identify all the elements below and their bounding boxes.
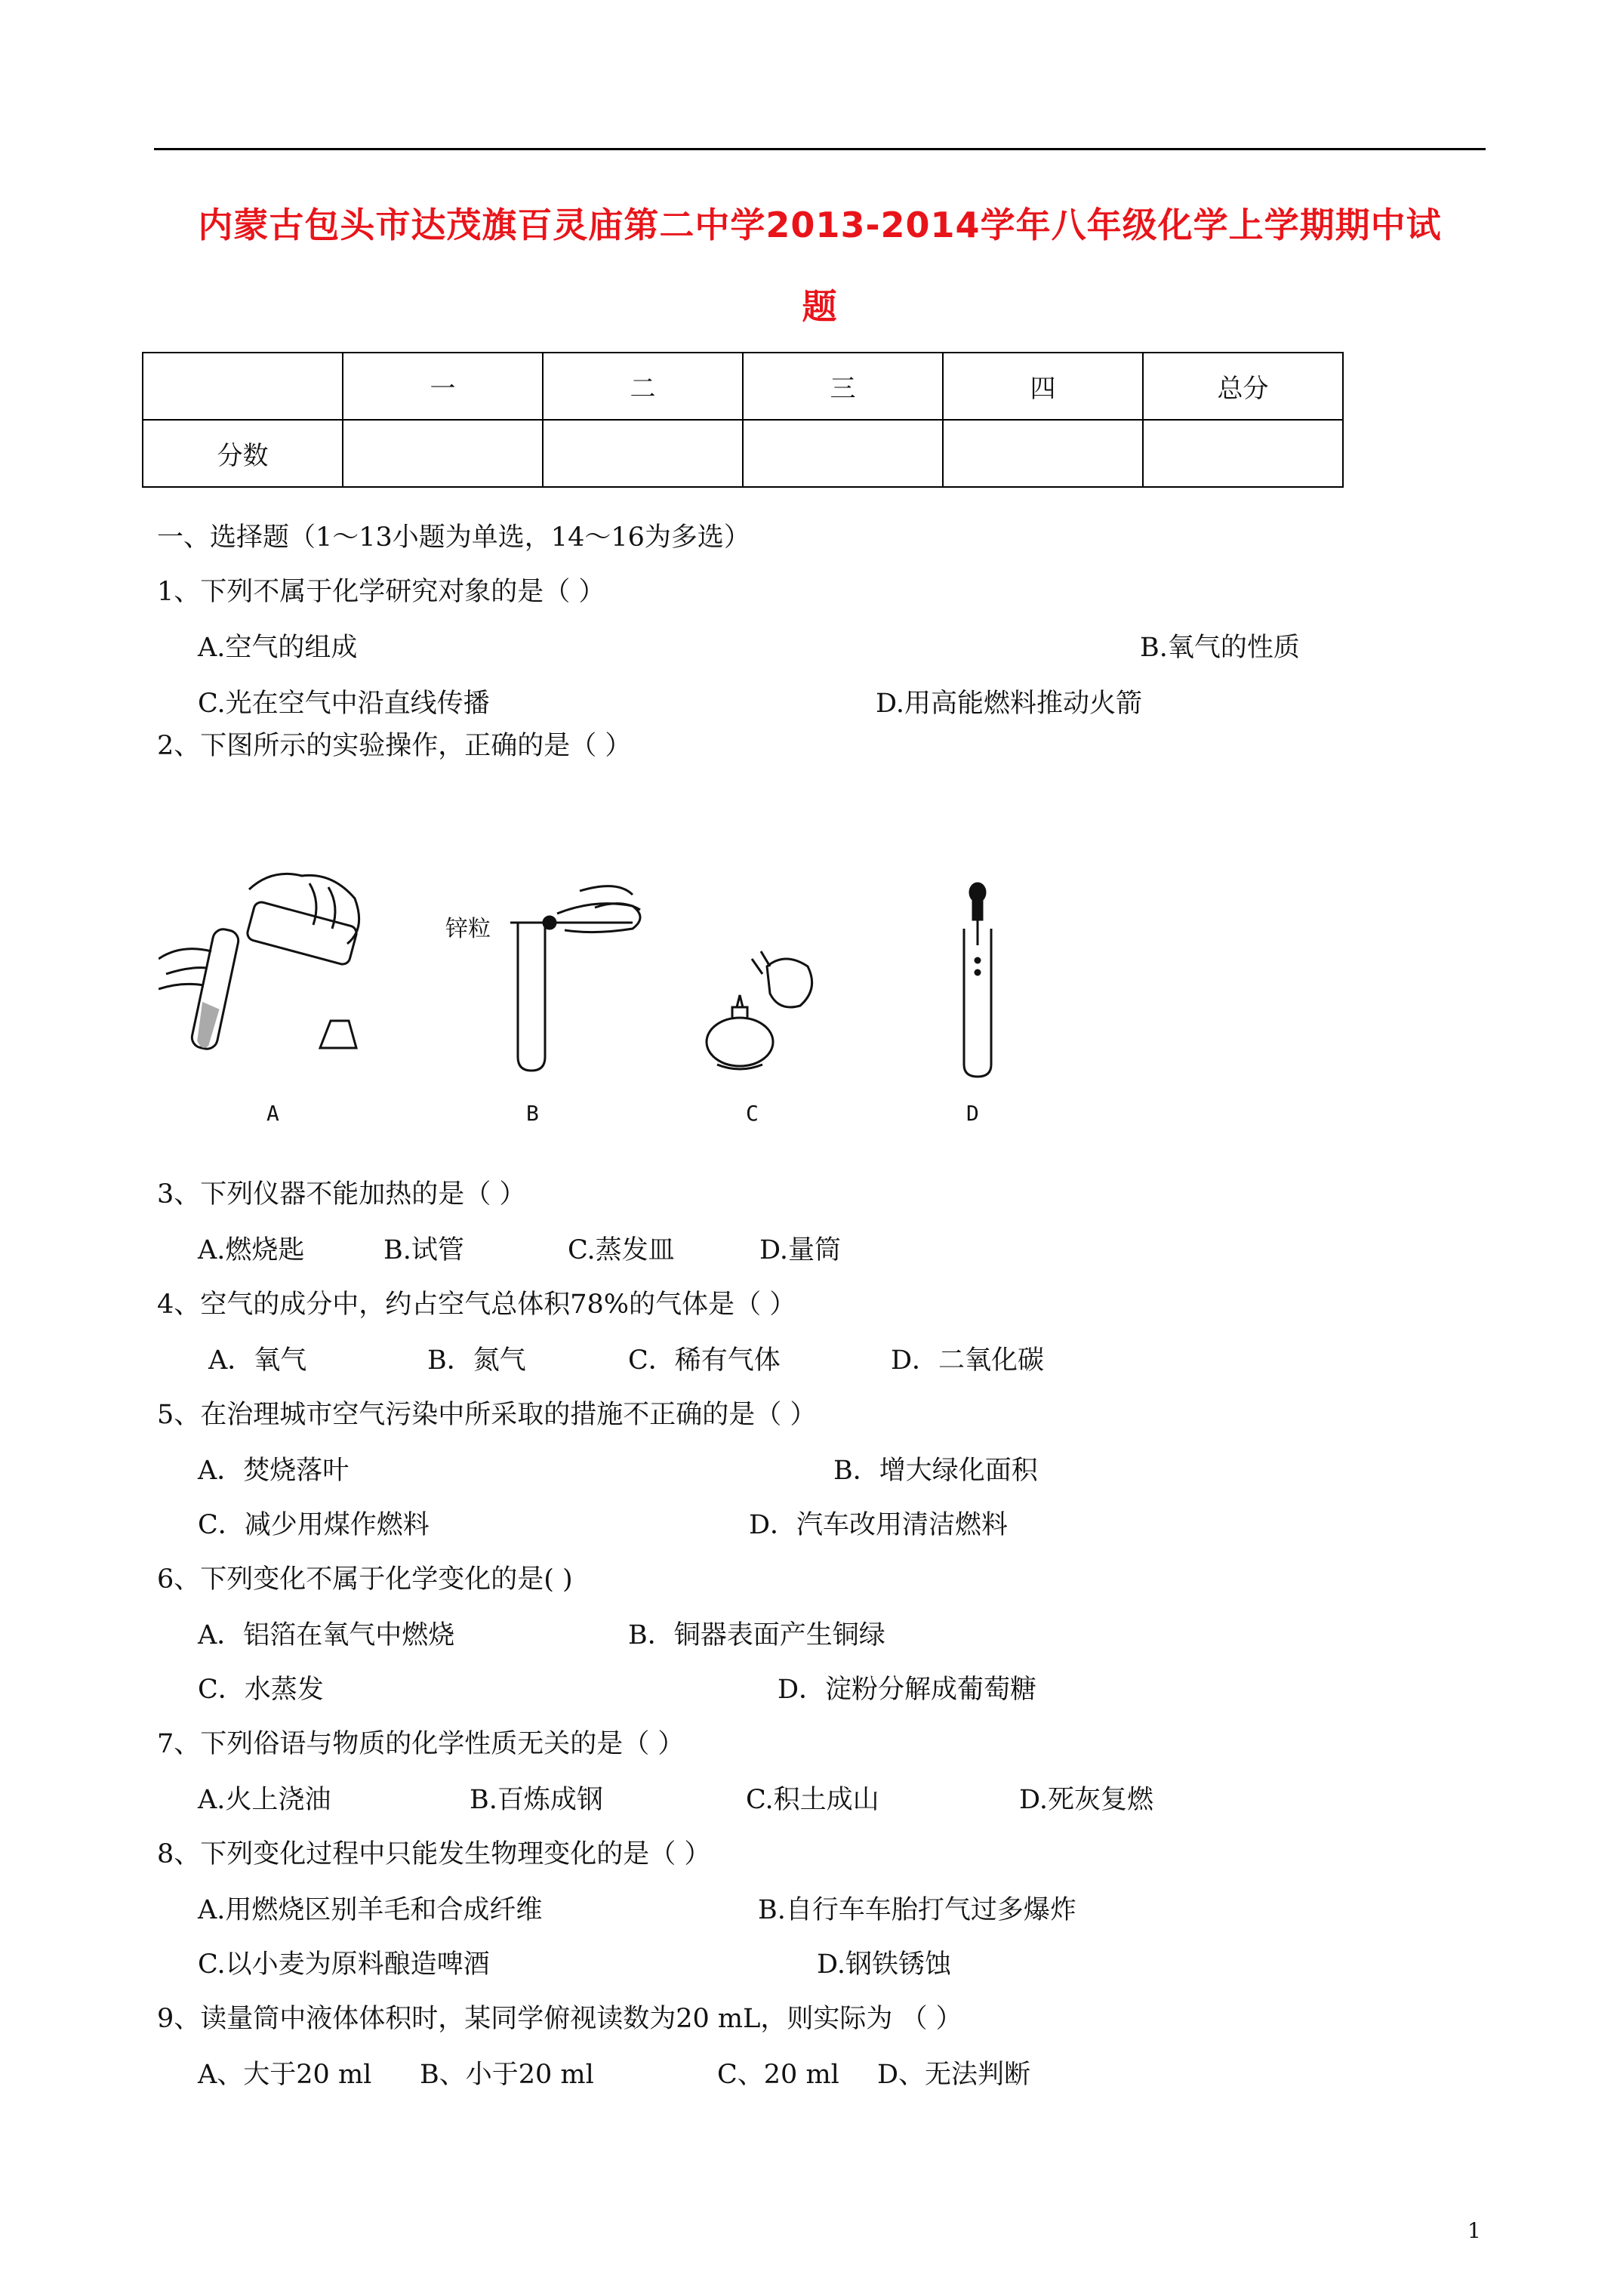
header-rule: [154, 148, 1486, 150]
option: A．铝箔在氧气中燃烧: [198, 1620, 455, 1650]
score-header-cell: [143, 353, 343, 420]
option: C、20 ml: [717, 2060, 839, 2090]
score-cell: [1143, 420, 1343, 487]
option: D.量筒: [759, 1235, 841, 1265]
page-number: 1: [1467, 2218, 1481, 2243]
test-tube: [190, 927, 241, 1051]
option: A．氧气: [208, 1345, 307, 1376]
figure-adding-zinc: [444, 876, 663, 1072]
score-table-header-row: [143, 353, 1343, 420]
score-header-cell: 总分: [1143, 353, 1343, 420]
score-header-cell: 一: [343, 353, 543, 420]
reagent-bottle: [246, 901, 359, 966]
option: A．焚烧落叶: [198, 1456, 350, 1486]
figure-dropper: [940, 876, 1015, 1080]
option: B．氮气: [427, 1345, 526, 1376]
figure-label: D: [966, 1101, 979, 1126]
option: C．稀有气体: [628, 1345, 781, 1376]
score-table-score-row: [143, 420, 1343, 487]
question-stem: 1、下列不属于化学研究对象的是（ ）: [157, 577, 605, 607]
option: B.试管: [383, 1235, 464, 1265]
score-cell: [943, 420, 1143, 487]
test-tube: [518, 923, 545, 1071]
option: B、小于20 ml: [420, 2060, 594, 2090]
score-cell: [543, 420, 743, 487]
question-stem: 6、下列变化不属于化学变化的是( ): [157, 1564, 573, 1595]
score-header-cell: 二: [543, 353, 743, 420]
option: D.钢铁锈蚀: [817, 1949, 951, 1980]
option: C.以小麦为原料酿造啤酒: [198, 1949, 490, 1980]
option: C．减少用煤作燃料: [198, 1510, 430, 1540]
option: D．二氧化碳: [891, 1345, 1045, 1376]
option: A.空气的组成: [198, 633, 358, 663]
option: D．淀粉分解成葡萄糖: [778, 1675, 1037, 1705]
score-table: [142, 352, 1344, 488]
question-stem: 8、下列变化过程中只能发生物理变化的是（ ）: [157, 1839, 711, 1869]
figure-label: B: [526, 1101, 539, 1126]
option: A、大于20 ml: [198, 2060, 372, 2090]
question-stem: 4、空气的成分中，约占空气总体积78%的气体是（ ）: [157, 1290, 796, 1320]
option: C.蒸发皿: [568, 1235, 675, 1265]
hand-shape: [249, 874, 359, 944]
question-stem: 2、下图所示的实验操作，正确的是（ ）: [157, 731, 632, 761]
alcohol-lamp: [707, 1018, 773, 1066]
dropper-bulb: [970, 883, 985, 901]
question-stem: 9、读量筒中液体体积时，某同学俯视读数为20 mL，则实际为 （ ）: [157, 2004, 962, 2034]
option: D．汽车改用清洁燃料: [749, 1510, 1009, 1540]
score-header-cell: 三: [743, 353, 943, 420]
score-row-label: 分数: [143, 420, 343, 487]
option: B．铜器表面产生铜绿: [628, 1620, 885, 1650]
exam-title-continued: 题: [802, 286, 838, 327]
figure-pouring-liquid: [159, 853, 377, 1072]
option: C．水蒸发: [198, 1675, 324, 1705]
score-cell: [743, 420, 943, 487]
test-tube: [964, 929, 991, 1077]
figure-label: C: [746, 1101, 759, 1126]
figure-label: A: [266, 1101, 279, 1126]
option: C.光在空气中沿直线传播: [198, 689, 490, 719]
option: D.用高能燃料推动火箭: [876, 689, 1142, 719]
inverted-lamp: [767, 959, 812, 1007]
option: B.百炼成钢: [470, 1785, 603, 1815]
score-header-cell: 四: [943, 353, 1143, 420]
score-cell: [343, 420, 543, 487]
option: B.氧气的性质: [1140, 633, 1300, 663]
option: A.火上浇油: [198, 1785, 331, 1815]
option: A.用燃烧区别羊毛和合成纤维: [198, 1895, 543, 1925]
bottle-stopper: [320, 1021, 356, 1048]
question-stem: 7、下列俗语与物质的化学性质无关的是（ ）: [157, 1729, 685, 1759]
option: C.积土成山: [746, 1785, 879, 1815]
exam-title: 内蒙古包头市达茂旗百灵庙第二中学2013-2014学年八年级化学上学期期中试: [198, 205, 1442, 245]
question-stem: 5、在治理城市空气污染中所采取的措施不正确的是（ ）: [157, 1400, 817, 1430]
option: D、无法判断: [877, 2060, 1031, 2090]
option: B．增大绿化面积: [833, 1456, 1038, 1486]
zinc-label: 锌粒: [445, 916, 491, 942]
option: A.燃烧匙: [198, 1235, 305, 1265]
option: B.自行车车胎打气过多爆炸: [758, 1895, 1076, 1925]
section-heading: 一、选择题（1～13小题为单选，14～16为多选）: [157, 522, 750, 553]
question-stem: 3、下列仪器不能加热的是（ ）: [157, 1179, 526, 1210]
figure-alcohol-lamp: [694, 944, 845, 1080]
option: D.死灰复燃: [1019, 1785, 1153, 1815]
